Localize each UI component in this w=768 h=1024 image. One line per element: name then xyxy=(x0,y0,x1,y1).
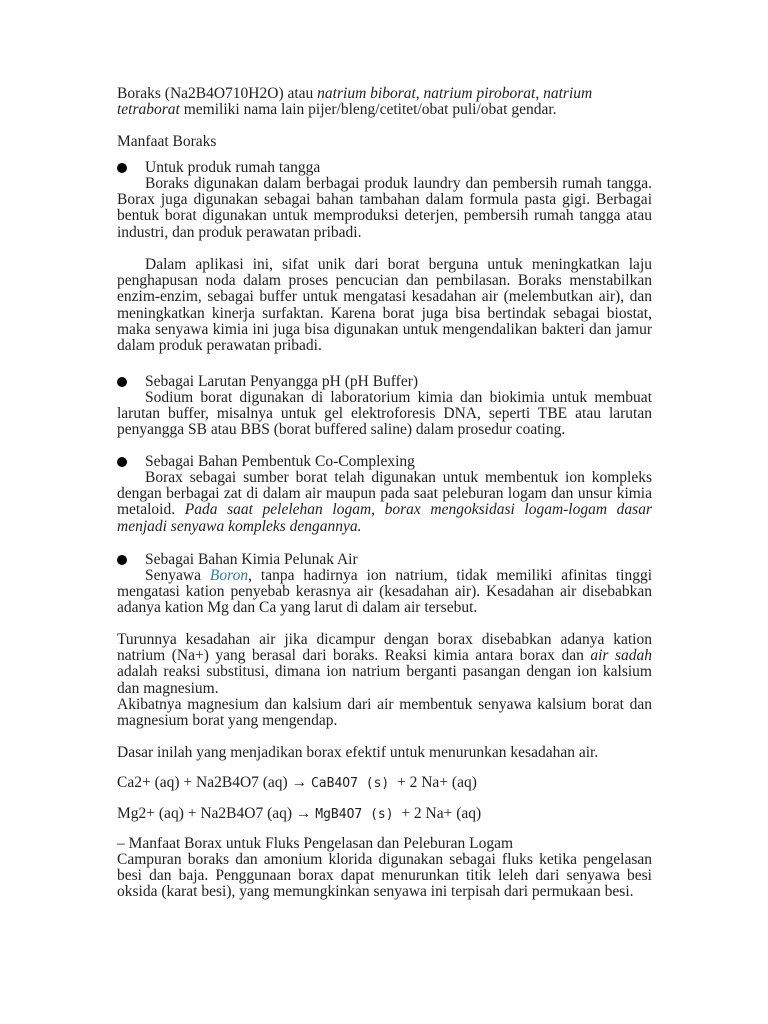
paragraph-aplikasi: Dalam aplikasi ini, sifat unik dari borat berguna untuk meningkatkan laju penghapusan noda dalam proses pencucian dan pembilasan. Boraks menstabilkan enzim-enzim, sebagai buffer untuk mengatasi kesadahan air (melembutkan air), dan meningkatkan kinerja surfaktan. Karena borat juga bisa bertindak sebagai biostat, maka senyawa kimia ini juga bisa digunakan untuk mengendalikan bakteri dan jamur dalam produk perawatan pribadi. xyxy=(117,256,652,355)
subheading-fluks: – Manfaat Borax untuk Fluks Pengelasan dan Peleburan Logam xyxy=(117,835,514,852)
intro-italic-1: natrium biborat xyxy=(317,85,416,102)
co-complexing-text: Borax sebagai sumber borat telah digunakan untuk membentuk ion kompleks dengan berbagai zat di dalam air maupun pada saat peleburan logam dan unsur kimia metaloid. xyxy=(117,469,652,519)
bullet-icon xyxy=(117,377,127,387)
pelunak-air-text-1: Senyawa xyxy=(145,567,210,584)
equation-magnesium-lhs: Mg2+ (aq) + Na2B4O7 (aq) → xyxy=(117,805,316,822)
bullet-icon xyxy=(117,555,127,565)
equation-calcium-product: CaB4O7 (s) xyxy=(310,776,390,791)
bullet-icon xyxy=(117,163,127,173)
equation-magnesium-product: MgB4O7 (s) xyxy=(315,807,394,822)
equation-calcium-lhs: Ca2+ (aq) + Na2B4O7 (aq) → xyxy=(117,774,311,791)
boron-link[interactable] xyxy=(210,567,248,584)
intro-text-4: memiliki nama lain pijer/bleng/cetitet/obat puli/obat gendar. xyxy=(179,101,557,119)
paragraph-co-complexing xyxy=(117,470,652,535)
intro-text-1: Boraks (Na2B4O710H2O) atau xyxy=(117,85,318,102)
bullet-title-rumah-tangga: Untuk produk rumah tangga xyxy=(145,159,321,176)
intro-text-3: , xyxy=(535,85,544,102)
intro-italic-3: natrium tetraborat xyxy=(117,85,593,119)
paragraph-fluks: Campuran boraks dan amonium klorida digunakan sebagai fluks ketika pengelasan besi dan baja. Penggunaan borax dapat menurunkan titik leleh dari senyawa besi oksida (karat besi), yang memungkinkan senyawa ini terpisah dari permukaan besi. xyxy=(117,851,652,901)
equation-calcium-rhs: + 2 Na+ (aq) xyxy=(389,774,477,791)
boron-link-text[interactable]: Boron xyxy=(209,567,249,584)
intro-text-2: , xyxy=(415,85,424,102)
bullet-title-ph-buffer: Sebagai Larutan Penyangga pH (pH Buffer) xyxy=(145,373,419,390)
paragraph-dasar: Dasar inilah yang menjadikan borax efektif untuk menurunkan kesadahan air. xyxy=(117,744,599,761)
paragraph-akibatnya: Akibatnya magnesium dan kalsium dari air membentuk senyawa kalsium borat dan magnesium borat yang mengendap. xyxy=(117,696,652,730)
intro-paragraph xyxy=(117,86,652,118)
paragraph-pelunak-air xyxy=(117,568,652,617)
paragraph-ph-buffer: Sodium borat digunakan di laboratorium kimia dan biokimia untuk membuat larutan buffer, misalnya untuk gel elektroforesis DNA, seperti TBE atau larutan penyangga SB atau BBS (borat buffered saline) dalam prosedur coating. xyxy=(117,389,652,439)
section-heading: Manfaat Boraks xyxy=(117,133,217,150)
pelunak-air-text-2: , tanpa hadirnya ion natrium, tidak memiliki afinitas tinggi mengatasi kation penyebab kerasnya air (kesadahan air). Kesadahan air disebabkan adanya kation Mg dan Ca yang larut di dalam air tersebut. xyxy=(117,567,653,617)
turunnya-text-1: Turunnya kesadahan air jika dicampur dengan borax disebabkan adanya kation natrium (Na+) yang berasal dari boraks. Reaksi kimia antara borax dan xyxy=(117,631,652,665)
equation-calcium xyxy=(117,775,652,792)
equation-magnesium xyxy=(117,806,652,823)
equation-magnesium-rhs: + 2 Na+ (aq) xyxy=(393,805,482,822)
intro-italic-2: natrium piroborat xyxy=(423,85,536,102)
bullet-icon xyxy=(117,457,127,467)
paragraph-turunnya xyxy=(117,632,652,697)
bullet-title-co-complexing: Sebagai Bahan Pembentuk Co-Complexing xyxy=(145,453,415,470)
turunnya-italic: air sadah xyxy=(590,647,652,665)
turunnya-text-2: adalah reaksi substitusi, dimana ion natrium berganti pasangan dengan ion kalsium dan magnesium. xyxy=(117,663,652,697)
paragraph-rumah-tangga: Boraks digunakan dalam berbagai produk laundry dan pembersih rumah tangga. Borax juga digunakan sebagai bahan tambahan dalam formula pasta gigi. Berbagai bentuk borat digunakan untuk memproduksi deterjen, pembersih rumah tangga atau industri, dan produk perawatan pribadi. xyxy=(117,175,652,241)
co-complexing-italic: Pada saat pelelehan logam, borax mengoksidasi logam-logam dasar menjadi senyawa kompleks dengannya. xyxy=(117,501,652,535)
bullet-title-pelunak-air: Sebagai Bahan Kimia Pelunak Air xyxy=(145,551,358,568)
